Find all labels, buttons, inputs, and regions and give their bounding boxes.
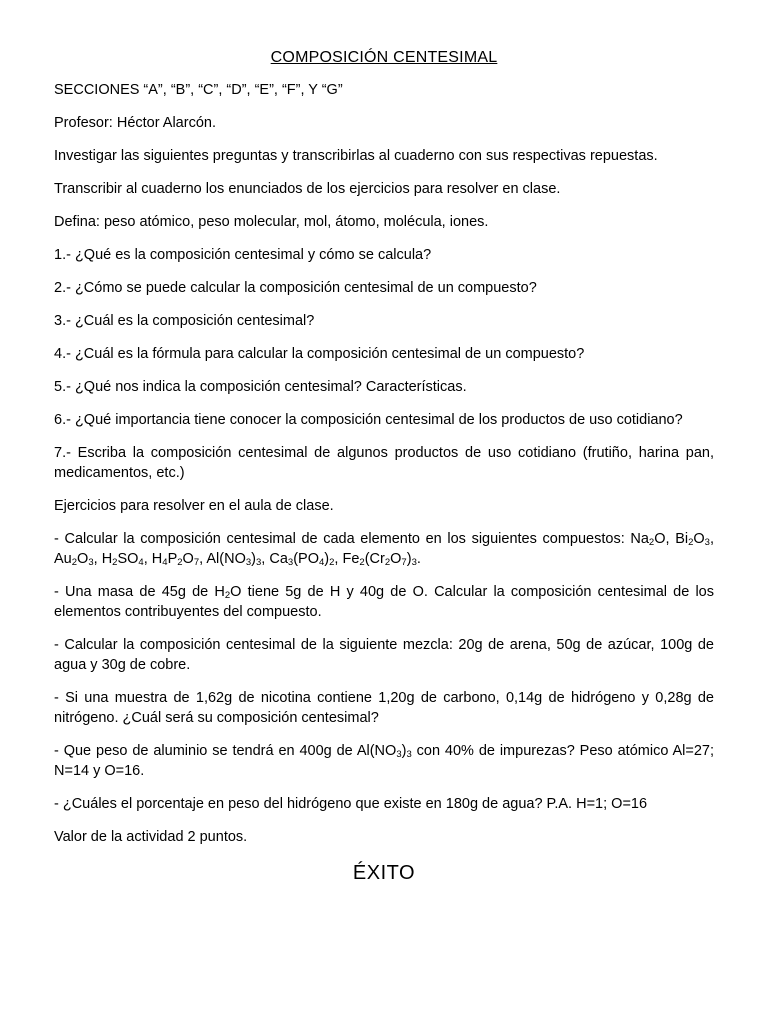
exercise-2-subscript: 2 xyxy=(224,590,231,601)
sections-line: SECCIONES “A”, “B”, “C”, “D”, “E”, “F”, Y “G” xyxy=(54,82,343,98)
formula-text: O xyxy=(182,551,194,567)
instruction-2: Transcribir al cuaderno los enunciados de los ejercicios para resolver en clase. xyxy=(54,181,561,197)
formula-text: Bi xyxy=(675,531,689,547)
formula-text: ) xyxy=(324,551,330,567)
formula-text: O xyxy=(77,551,89,567)
exercise-6: - ¿Cuáles el porcentaje en peso del hidrógeno que existe en 180g de agua? P.A. H=1; O=16 xyxy=(54,796,648,812)
question-4: 4.- ¿Cuál es la fórmula para calcular la composición centesimal de un compuesto? xyxy=(54,346,585,362)
formula-subscript: 4 xyxy=(162,557,168,568)
formula-subscript: 2 xyxy=(112,557,118,568)
question-1: 1.- ¿Qué es la composición centesimal y cómo se calcula? xyxy=(54,247,432,263)
formula-subscript: 3 xyxy=(88,557,94,568)
formula-subscript: 2 xyxy=(688,537,694,548)
chemical-formula xyxy=(102,551,144,567)
formula-subscript: 4 xyxy=(318,557,325,568)
formula-subscript: 3 xyxy=(245,557,252,568)
exercise-4: - Si una muestra de 1,62g de nicotina contiene 1,20g de carbono, 0,14g de hidrógeno y 0,28g de nitrógeno. ¿Cuál será su composición centesimal? xyxy=(54,690,714,726)
exercise-2-before: - Una masa de 45g de H xyxy=(54,584,225,600)
formula-subscript: 2 xyxy=(384,557,391,568)
formula-subscript: 3 xyxy=(704,537,710,548)
exercise-5-subscript-2: 3 xyxy=(406,749,412,760)
formula-subscript: 4 xyxy=(138,557,144,568)
chemical-formula xyxy=(342,551,416,567)
formula-subscript: 7 xyxy=(401,557,407,568)
question-3: 3.- ¿Cuál es la composición centesimal? xyxy=(54,313,315,329)
question-5: 5.- ¿Qué nos indica la composición centesimal? Características. xyxy=(54,379,467,395)
formula-text: Fe xyxy=(342,551,360,567)
formula-text: O xyxy=(654,531,666,547)
instruction-1: Investigar las siguientes preguntas y transcribirlas al cuaderno con sus respectivas repuestas. xyxy=(54,148,658,164)
compound-list: $Na_2O$, $Bi_2O_3$, $Au_2O_3$, $H_2SO_4$, $H_4P_2O_7$, $Al(NO_3)_3$, $Ca_3(PO_4)_2$, $Fe_2(Cr_2O_7)_3$. xyxy=(54,531,714,568)
formula-subscript: 3 xyxy=(287,557,294,568)
document-title: COMPOSICIÓN CENTESIMAL xyxy=(270,49,498,66)
exercise-5-subscript-1: 3 xyxy=(396,749,402,760)
formula-text: ) xyxy=(406,551,412,567)
chemical-formula xyxy=(54,551,94,567)
formula-subscript: 7 xyxy=(193,557,200,568)
exercise-5-mid: ) xyxy=(401,743,407,759)
formula-text: SO xyxy=(117,551,139,567)
formula-subscript: 3 xyxy=(256,557,262,568)
formula-subscript: 2 xyxy=(177,557,183,568)
define-line: Defina: peso atómico, peso molecular, mol, átomo, molécula, iones. xyxy=(54,214,489,230)
chemical-formula xyxy=(269,551,334,567)
formula-text: O xyxy=(693,531,705,547)
chemical-formula xyxy=(206,551,261,567)
exercise-5-before: - Que peso de aluminio se tendrá en 400g de Al(NO xyxy=(54,743,397,759)
document-page xyxy=(54,48,714,883)
chemical-formula xyxy=(630,531,665,547)
exercise-3: - Calcular la composición centesimal de la siguiente mezcla: 20g de arena, 50g de azúcar, 100g de agua y 30g de cobre. xyxy=(54,637,714,673)
exercise-5 xyxy=(54,741,714,781)
question-7: 7.- Escriba la composición centesimal de algunos productos de uso cotidiano (frutiño, harina pan, medicamentos, etc.) xyxy=(54,445,714,481)
exercise-5-after: con 40% de impurezas? Peso atómico Al=27; N=14 y O=16. xyxy=(54,743,714,779)
chemical-formula xyxy=(152,551,199,567)
formula-text: (PO xyxy=(293,551,319,567)
teacher-line: Profesor: Héctor Alarcón. xyxy=(54,115,216,131)
formula-text: Au xyxy=(54,551,72,567)
formula-subscript: 2 xyxy=(648,537,655,548)
formula-text: Ca xyxy=(269,551,288,567)
formula-subscript: 2 xyxy=(71,557,78,568)
formula-text: P xyxy=(167,551,178,567)
formula-text: Al(NO xyxy=(206,551,246,567)
formula-text: H xyxy=(151,551,163,567)
exercise-2 xyxy=(54,582,714,622)
closing-text: ÉXITO xyxy=(352,862,416,884)
exercise-1 xyxy=(54,529,714,569)
exercise-1-intro: - Calcular la composición centesimal de cada elemento en los siguientes compuestos: xyxy=(54,531,631,547)
formula-subscript: 3 xyxy=(411,557,417,568)
chemical-formula xyxy=(675,531,710,547)
formula-subscript: 2 xyxy=(329,557,335,568)
formula-text: (Cr xyxy=(364,551,385,567)
formula-text: Na xyxy=(630,531,649,547)
exercises-heading: Ejercicios para resolver en el aula de clase. xyxy=(54,498,334,514)
formula-subscript: 2 xyxy=(359,557,365,568)
value-note: Valor de la actividad 2 puntos. xyxy=(54,829,248,845)
exercise-2-after: O tiene 5g de H y 40g de O. Calcular la composición centesimal de los elementos contribuyentes del compuesto. xyxy=(54,584,715,620)
formula-text: O xyxy=(390,551,402,567)
question-6: 6.- ¿Qué importancia tiene conocer la composición centesimal de los productos de uso cotidiano? xyxy=(54,412,683,428)
formula-text: ) xyxy=(251,551,256,567)
question-2: 2.- ¿Cómo se puede calcular la composición centesimal de un compuesto? xyxy=(54,280,537,296)
formula-text: H xyxy=(101,551,113,567)
